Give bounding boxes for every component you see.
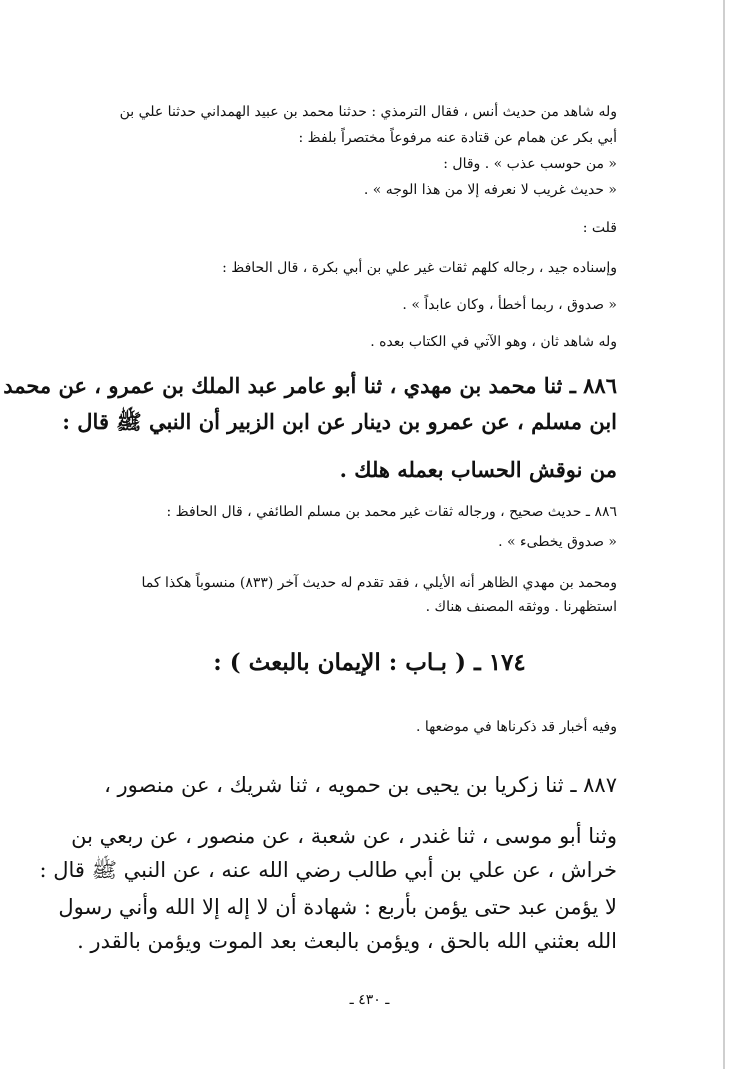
commentary-line: وله شاهد من حديث أنس ، فقال الترمذي : حدثنا محمد بن عبيد الهمداني حدثنا علي بن — [119, 104, 617, 120]
grading-line: ٨٨٦ ـ حديث صحيح ، ورجاله ثقات غير محمد بن مسلم الطائفي ، قال الحافظ : — [166, 504, 617, 520]
commentary-line: أبي بكر عن همام عن قتادة عنه مرفوعاً مختصراً بلفظ : — [298, 130, 617, 146]
hadith-chain-line: ٨٨٦ ـ ثنا محمد بن مهدي ، ثنا أبو عامر عبد الملك بن عمرو ، عن محمد — [3, 373, 617, 398]
hadith-chain-line: ابن مسلم ، عن عمرو بن دينار عن ابن الزبير أن النبي ﷺ قال : — [62, 409, 617, 434]
hadith-text: الله بعثني الله بالحق ، ويؤمن بالبعث بعد الموت ويؤمن بالقدر . — [77, 929, 617, 953]
hadith-text: من نوقش الحساب بعمله هلك . — [339, 457, 617, 482]
hadith-chain-line: خراش ، عن علي بن أبي طالب رضي الله عنه ، عن النبي ﷺ قال : — [39, 858, 617, 882]
commentary-line: قلت : — [582, 220, 617, 236]
quote-line: « من حوسب عذب » . وقال : — [443, 156, 617, 172]
page-number: ـ ٤٣٠ ـ — [349, 992, 390, 1008]
hadith-chain-line: وثنا أبو موسى ، ثنا غندر ، عن شعبة ، عن منصور ، عن ربعي بن — [71, 824, 617, 848]
commentary-line: وله شاهد ثان ، وهو الآتي في الكتاب بعده . — [370, 334, 617, 350]
hadith-text: لا يؤمن عبد حتى يؤمن بأربع : شهادة أن لا إله إلا الله وأني رسول — [58, 895, 617, 919]
commentary-line: استظهرنا . ووثقه المصنف هناك . — [425, 599, 617, 615]
chapter-heading: ١٧٤ ـ ( بـاب : الإيمان بالبعث ) : — [213, 649, 526, 676]
commentary-line: وفيه أخبار قد ذكرناها في موضعها . — [415, 719, 617, 735]
commentary-line: ومحمد بن مهدي الظاهر أنه الأيلي ، فقد تقدم له حديث آخر (٨٣٣) منسوباً هكذا كما — [141, 575, 617, 591]
quote-line: « صدوق يخطىء » . — [498, 534, 617, 550]
quote-line: « حديث غريب لا نعرفه إلا من هذا الوجه » . — [363, 182, 617, 198]
quote-line: « صدوق ، ربما أخطأ ، وكان عابداً » . — [402, 297, 617, 313]
commentary-line: وإسناده جيد ، رجاله كلهم ثقات غير علي بن أبي بكرة ، قال الحافظ : — [222, 260, 617, 276]
hadith-chain-line: ٨٨٧ ـ ثنا زكريا بن يحيى بن حمويه ، ثنا شريك ، عن منصور ، — [104, 773, 617, 797]
page-edge-divider — [723, 0, 725, 1069]
